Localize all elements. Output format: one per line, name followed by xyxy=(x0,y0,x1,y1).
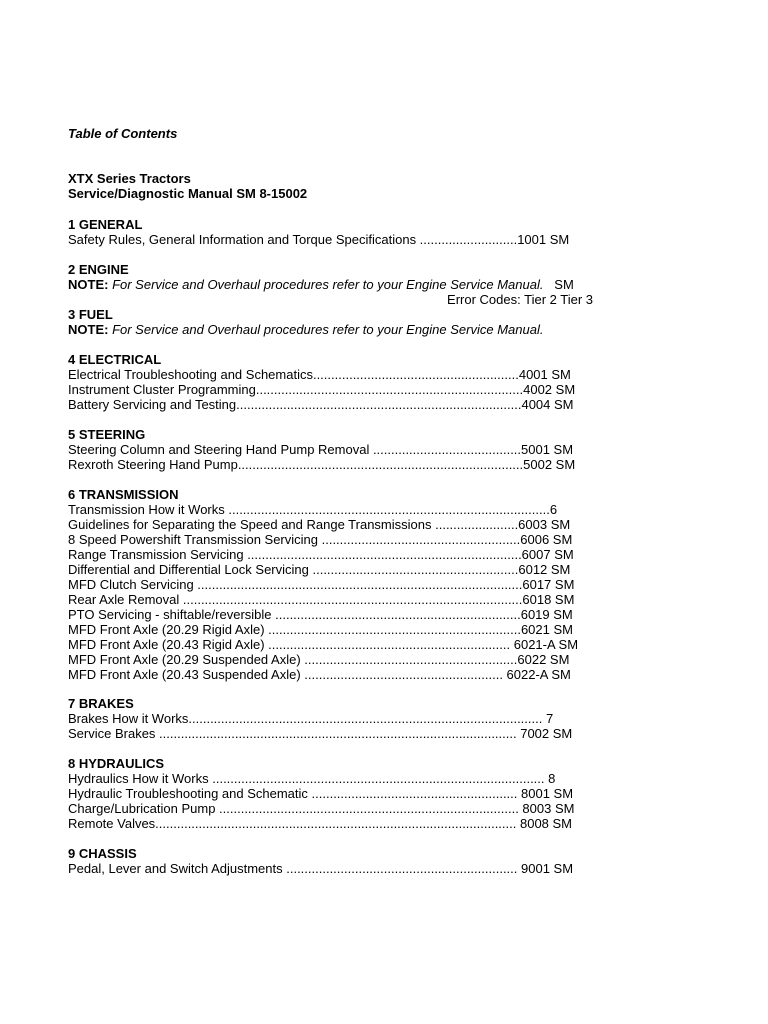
section-note xyxy=(68,322,628,337)
section-note xyxy=(68,277,628,292)
toc-entry: Transmission How it Works .........................................................................................6 xyxy=(68,502,558,518)
toc-section xyxy=(68,352,628,412)
page-title: Table of Contents xyxy=(68,126,178,141)
toc-entry: Guidelines for Separating the Speed and Range Transmissions .......................6003 SM xyxy=(68,517,571,533)
toc-section xyxy=(68,696,628,741)
toc-section xyxy=(68,217,628,247)
note-text: For Service and Overhaul procedures refer to your Engine Service Manual. xyxy=(108,277,544,293)
note-page-ref: SM xyxy=(543,277,574,293)
toc-entry: MFD Front Axle (20.43 Suspended Axle) ....................................................... 6022-A SM xyxy=(68,667,571,683)
toc-entry: Hydraulics How it Works ............................................................................................ 8 xyxy=(68,771,556,787)
toc-entry: Brakes How it Works.................................................................................................. 7 xyxy=(68,711,554,727)
toc-entry: Steering Column and Steering Hand Pump Removal .........................................5001 SM xyxy=(68,442,574,458)
manual-series: XTX Series Tractors xyxy=(68,171,191,186)
toc-entry: Differential and Differential Lock Servicing .........................................................6012 SM xyxy=(68,562,571,578)
section-heading: 7 BRAKES xyxy=(68,696,134,711)
toc-entry: Instrument Cluster Programming..........................................................................4002 SM xyxy=(68,382,576,398)
manual-title: Service/Diagnostic Manual SM 8-15002 xyxy=(68,186,308,202)
toc-entry: Rexroth Steering Hand Pump...............................................................................5002 SM xyxy=(68,457,576,473)
section-heading: 2 ENGINE xyxy=(68,262,129,277)
manual-header xyxy=(68,171,307,201)
section-heading: 5 STEERING xyxy=(68,427,146,442)
toc-entry: MFD Front Axle (20.29 Suspended Axle) ...........................................................6022 SM xyxy=(68,652,570,668)
error-codes-line: Error Codes: Tier 2 Tier 3 xyxy=(447,292,593,308)
toc-entry: MFD Clutch Servicing ..........................................................................................6017 SM xyxy=(68,577,575,593)
toc-entry: Safety Rules, General Information and Torque Specifications ...........................1001 SM xyxy=(68,232,570,248)
toc-section xyxy=(68,846,628,876)
note-label: NOTE: xyxy=(68,277,109,293)
toc-section xyxy=(68,427,628,472)
toc-entry: Electrical Troubleshooting and Schematics.........................................................4001 SM xyxy=(68,367,571,383)
toc-entry: Remote Valves.................................................................................................... 8008 SM xyxy=(68,816,573,832)
note-label: NOTE: xyxy=(68,322,109,338)
toc-entry: Pedal, Lever and Switch Adjustments ................................................................ 9001 SM xyxy=(68,861,574,877)
toc-section xyxy=(68,487,628,682)
toc-entry: PTO Servicing - shiftable/reversible ....................................................................6019 SM xyxy=(68,607,573,623)
section-heading: 9 CHASSIS xyxy=(68,846,137,861)
toc-section xyxy=(68,262,628,307)
section-heading: 4 ELECTRICAL xyxy=(68,352,162,367)
section-heading: 3 FUEL xyxy=(68,307,113,322)
toc-section xyxy=(68,307,628,337)
toc-entry: MFD Front Axle (20.29 Rigid Axle) ......................................................................6021 SM xyxy=(68,622,573,638)
toc-section xyxy=(68,756,628,831)
toc-entry: Hydraulic Troubleshooting and Schematic ......................................................... 8001 SM xyxy=(68,786,574,802)
toc-entry: Rear Axle Removal ..............................................................................................6018 SM xyxy=(68,592,575,608)
toc-entry: Battery Servicing and Testing...............................................................................4004 SM xyxy=(68,397,574,413)
section-heading: 1 GENERAL xyxy=(68,217,143,232)
note-text: For Service and Overhaul procedures refer to your Engine Service Manual. xyxy=(108,322,544,338)
toc-entry: Charge/Lubrication Pump ................................................................................... 8003 SM xyxy=(68,801,575,817)
toc-entry: Range Transmission Servicing ............................................................................6007 SM xyxy=(68,547,574,563)
toc-entry: Service Brakes ................................................................................................... 7002 SM xyxy=(68,726,573,742)
section-heading: 6 TRANSMISSION xyxy=(68,487,179,502)
toc-entry: MFD Front Axle (20.43 Rigid Axle) ................................................................... 6021-A SM xyxy=(68,637,579,653)
section-heading: 8 HYDRAULICS xyxy=(68,756,165,771)
toc-entry: 8 Speed Powershift Transmission Servicing .......................................................6006 SM xyxy=(68,532,573,548)
